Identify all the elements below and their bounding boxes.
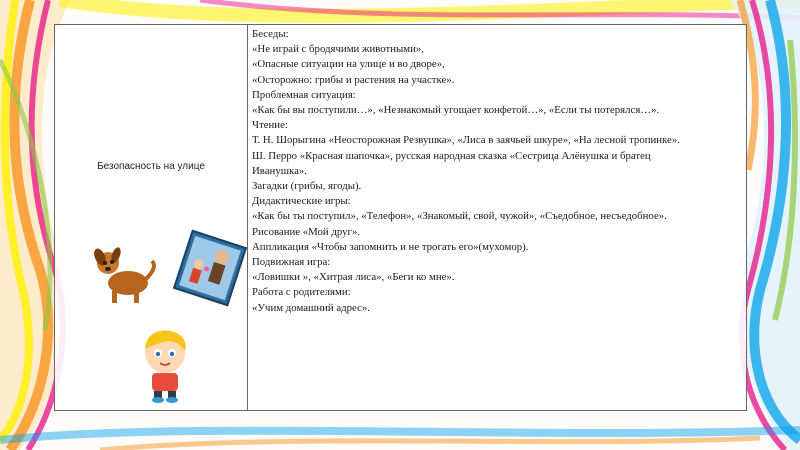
activity-line: Работа с родителями: xyxy=(252,286,351,299)
topic-label: Безопасность на улице xyxy=(97,161,205,172)
activity-line: Дидактические игры: xyxy=(252,195,351,208)
activity-line: «Как бы вы поступили…», «Незнакомый угощает конфетой…», «Если ты потерялся…». xyxy=(252,104,660,117)
activity-line: «Как бы ты поступил», «Телефон», «Знакомый, свой, чужой», «Съедобное, несъедобное». xyxy=(252,210,667,223)
activity-line: Аппликация «Чтобы запомнить и не трогать его»(мухомор). xyxy=(252,240,529,253)
activity-line: Чтение: xyxy=(252,119,288,132)
activity-line: «Осторожно: грибы и растения на участке». xyxy=(252,73,455,86)
activity-line: Т. Н. Шорыгина «Неосторожная Резвушка», «Лиса в заячьей шкуре», «На лесной тропинке». xyxy=(252,134,680,147)
activity-line: «Не играй с бродячими животными», xyxy=(252,43,424,56)
activity-line: Рисование «Мой друг». xyxy=(252,225,361,238)
activity-line: Ш. Перро «Красная шапочка», русская народная сказка «Сестрица Алёнушка и братец xyxy=(252,149,651,162)
activity-line: «Учим домашний адрес». xyxy=(252,301,371,314)
activity-line: Иванушка». xyxy=(252,164,308,177)
boy-illustration xyxy=(130,325,200,403)
activities-cell xyxy=(248,25,747,411)
activity-line: «Опасные ситуации на улице и во дворе», xyxy=(252,58,445,71)
activity-line: Загадки (грибы, ягоды). xyxy=(252,180,362,193)
activity-line: «Ловишки », «Хитрая лиса», «Беги ко мне». xyxy=(252,271,455,284)
activity-line: Проблемная ситуация: xyxy=(252,88,356,101)
stranger-candy-illustration xyxy=(170,228,250,308)
dog-illustration xyxy=(90,245,158,307)
activities-list xyxy=(252,27,742,316)
activity-line: Подвижная игра: xyxy=(252,256,331,269)
activity-line: Беседы: xyxy=(252,28,289,40)
